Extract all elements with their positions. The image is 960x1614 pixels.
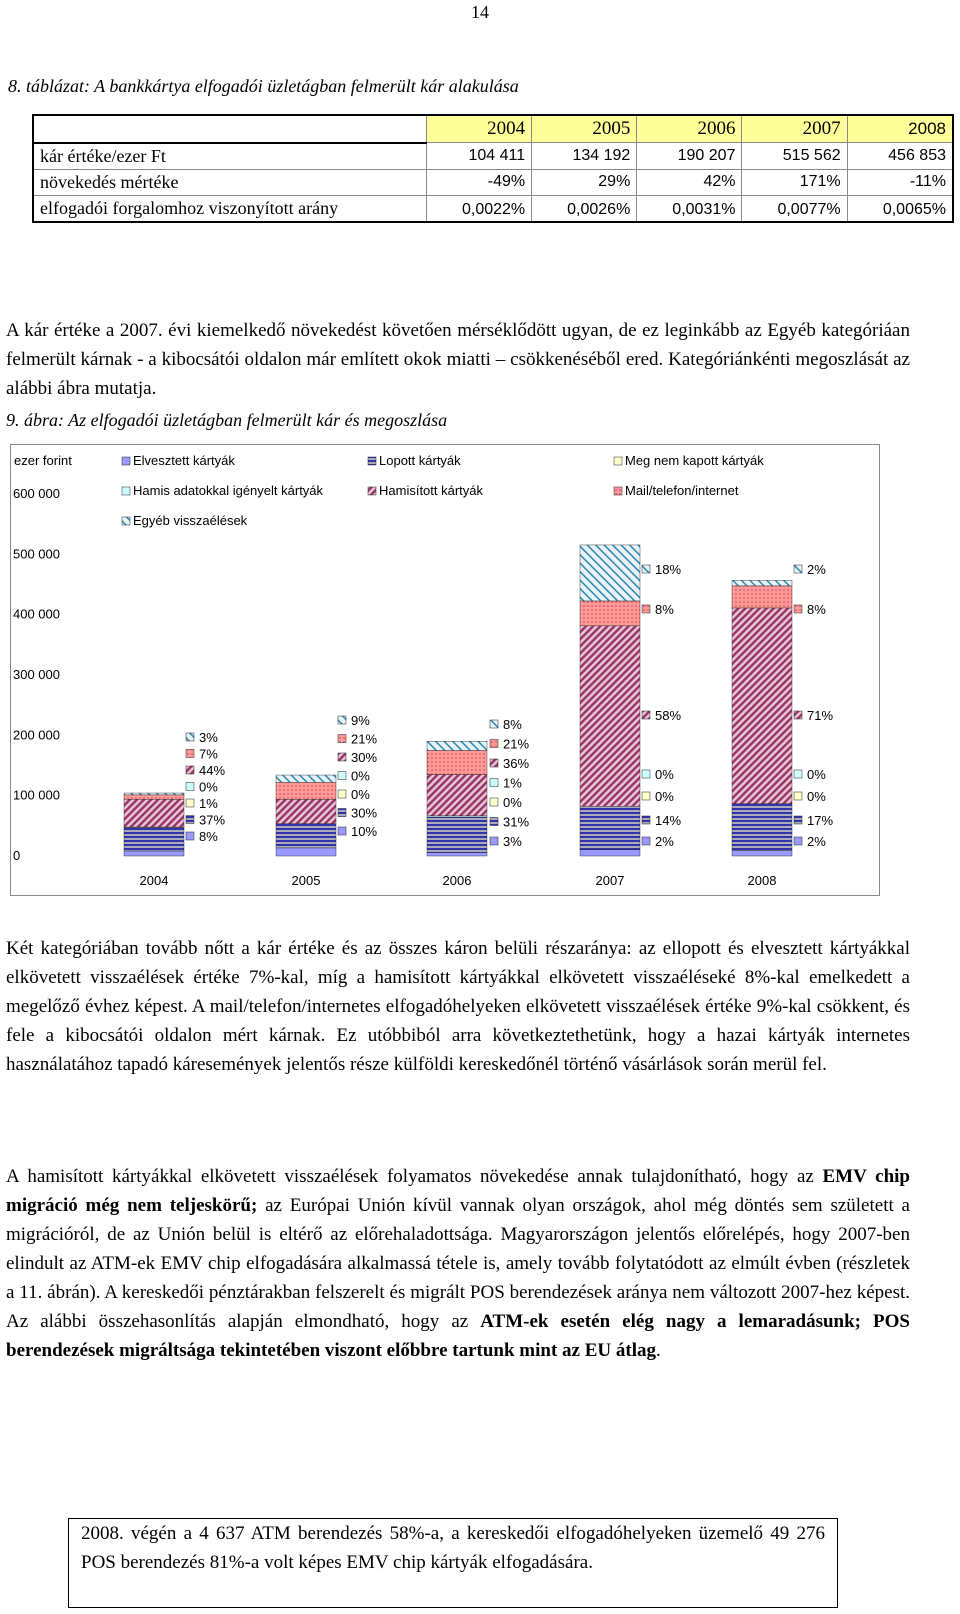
bar-segment bbox=[732, 608, 792, 804]
data-label: 3% bbox=[199, 730, 218, 745]
data-label-swatch bbox=[490, 837, 498, 845]
data-label-swatch bbox=[794, 565, 802, 573]
y-tick-label: 600 000 bbox=[13, 486, 60, 501]
value-cell: 515 562 bbox=[742, 143, 847, 170]
data-label-swatch bbox=[794, 816, 802, 824]
year-cell: 2005 bbox=[532, 115, 637, 143]
damage-table bbox=[32, 114, 954, 223]
data-label-swatch bbox=[338, 790, 346, 798]
data-label: 0% bbox=[351, 768, 370, 784]
value-cell: 134 192 bbox=[532, 143, 637, 170]
figure-caption: 9. ábra: Az elfogadói üzletágban felmerült kár és megoszlása bbox=[6, 410, 448, 430]
data-label: 58% bbox=[655, 708, 682, 723]
data-label: 0% bbox=[807, 789, 826, 804]
value-cell: 171% bbox=[742, 169, 847, 195]
y-tick-label: 400 000 bbox=[13, 606, 60, 622]
data-label-swatch bbox=[186, 799, 194, 807]
data-label: 8% bbox=[503, 717, 522, 732]
value-cell: 0,0026% bbox=[532, 195, 637, 222]
data-label-swatch bbox=[338, 735, 346, 743]
data-label: 7% bbox=[199, 746, 218, 762]
value-cell: 0,0077% bbox=[742, 195, 847, 222]
bar-segment bbox=[276, 782, 336, 799]
table-corner-cell bbox=[33, 115, 427, 143]
data-label: 3% bbox=[503, 834, 522, 849]
data-label-swatch bbox=[794, 792, 802, 800]
year-cell: 2008 bbox=[847, 115, 953, 143]
data-label: 14% bbox=[655, 813, 682, 828]
data-label-swatch bbox=[794, 711, 802, 719]
value-cell: -11% bbox=[847, 169, 953, 195]
bar-segment bbox=[580, 850, 640, 856]
data-label-swatch bbox=[186, 816, 194, 824]
row-label: kár értéke/ezer Ft bbox=[33, 143, 427, 170]
data-label: 31% bbox=[503, 814, 530, 830]
emv-text-2: az Európai Unión kívül vannak olyan országok, ahol még döntés sem született a migrációról, de az Unión belül is eltérő az előrehaladottsága. Magyarországon jelentős előrelépés, hogy 2007-ben elindult az ATM-ek EMV chip elfogadására alkalmassá tétele is, amely tovább folytatódott az elmúlt évben (részletek a 11. ábrán). A kereskedői pénztárakban felszerelt és migrált POS berendezések aránya nem változott 2007-hez képest. Az alábbi összehasonlítás alapján elmondható, hogy az bbox=[6, 1195, 910, 1332]
legend-swatch bbox=[122, 487, 130, 495]
legend-swatch bbox=[122, 457, 130, 465]
data-label-swatch bbox=[186, 750, 194, 758]
data-label: 0% bbox=[503, 795, 522, 810]
data-label: 17% bbox=[807, 813, 834, 828]
data-label-swatch bbox=[642, 565, 650, 573]
data-label: 18% bbox=[655, 562, 682, 577]
y-tick-label: 100 000 bbox=[13, 787, 60, 803]
x-tick-label: 2004 bbox=[139, 873, 169, 888]
value-cell: 0,0031% bbox=[637, 195, 742, 222]
bar-segment bbox=[124, 851, 184, 856]
paragraph-analysis: Két kategóriában tovább nőtt a kár értéke és az összes káron belüli részaránya: az ellopott és elvesztett kártyákkal elkövetett visszaélések értéke 7%-kal, míg a hamisított kártyákkal elkövetett visszaéléseké 8%-kal emelkedett a megelőző évhez képest. A mail/telefon/internetes elfogadóhelyeken elkövetett visszaélések értéke 9%-kal csökkent, és fele a kibocsátói oldalon mért kárnak. Ez utóbbiból arra következtethetünk, hogy a hazai kártyák internetes használatához tapadó káresemények jelentős része külföldi kereskedőnél történő vásárlások során merül fel. bbox=[6, 938, 910, 1075]
value-cell: 0,0065% bbox=[847, 195, 953, 222]
y-axis-title: ezer forint bbox=[14, 453, 72, 468]
value-cell: 104 411 bbox=[427, 143, 532, 170]
bar-segment bbox=[732, 580, 792, 586]
data-label-swatch bbox=[490, 759, 498, 767]
data-label: 2% bbox=[655, 834, 674, 849]
row-label: növekedés mértéke bbox=[33, 169, 427, 195]
data-label: 30% bbox=[351, 750, 378, 765]
data-label: 0% bbox=[351, 787, 370, 802]
data-label-swatch bbox=[338, 772, 346, 780]
bar-segment bbox=[124, 795, 184, 799]
table-caption: 8. táblázat: A bankkártya elfogadói üzletágban felmerült kár alakulása bbox=[8, 76, 519, 96]
legend-label: Hamisított kártyák bbox=[379, 483, 484, 498]
data-label: 2% bbox=[807, 834, 826, 849]
data-label: 8% bbox=[807, 602, 826, 617]
data-label: 0% bbox=[655, 789, 674, 804]
legend-label: Elvesztett kártyák bbox=[133, 453, 235, 468]
data-label-swatch bbox=[794, 837, 802, 845]
data-label: 1% bbox=[199, 796, 218, 811]
data-label-swatch bbox=[186, 766, 194, 774]
data-label: 1% bbox=[503, 775, 522, 791]
emv-text-3: . bbox=[656, 1340, 661, 1361]
y-tick-label: 200 000 bbox=[13, 727, 60, 743]
data-label: 10% bbox=[351, 824, 378, 839]
value-cell: 42% bbox=[637, 169, 742, 195]
data-label-swatch bbox=[186, 783, 194, 791]
data-label: 30% bbox=[351, 805, 378, 821]
data-label-swatch bbox=[490, 798, 498, 806]
bar-segment bbox=[427, 741, 487, 750]
legend-label: Mail/telefon/internet bbox=[625, 483, 739, 498]
paragraph-intro: A kár értéke a 2007. évi kiemelkedő növekedést követően mérséklődött ugyan, de ez leginkább az Egyéb kategóriáan felmerült kárnak - a kibocsátói oldalon már említett okok miatti – csökkenéséből ered. Kategóriánkénti megoszlását az alábbi ábra mutatja. bbox=[6, 320, 910, 399]
x-tick-label: 2006 bbox=[442, 873, 472, 888]
value-cell: 0,0022% bbox=[427, 195, 532, 222]
bar-segment bbox=[124, 828, 184, 851]
year-cell: 2006 bbox=[637, 115, 742, 143]
bar-segment bbox=[276, 799, 336, 823]
data-label: 21% bbox=[503, 736, 530, 752]
data-label-swatch bbox=[338, 716, 346, 724]
legend-swatch bbox=[122, 517, 130, 525]
bar-segment bbox=[427, 775, 487, 816]
y-tick-label: 0 bbox=[13, 848, 21, 863]
legend-label: Hamis adatokkal igényelt kártyák bbox=[133, 483, 324, 498]
y-tick-label: 300 000 bbox=[13, 667, 60, 682]
data-label-swatch bbox=[642, 770, 650, 778]
emv-bold-1: EMV chip migráció még nem teljeskörű; bbox=[6, 1166, 910, 1216]
data-label: 2% bbox=[807, 562, 826, 577]
bar-segment bbox=[427, 853, 487, 856]
legend-swatch bbox=[368, 487, 376, 495]
bar-segment bbox=[732, 850, 792, 856]
legend-label: Lopott kártyák bbox=[379, 453, 461, 468]
year-cell: 2007 bbox=[742, 115, 847, 143]
paragraph-emv bbox=[6, 1162, 910, 1365]
year-cell: 2004 bbox=[427, 115, 532, 143]
data-label-swatch bbox=[490, 779, 498, 787]
data-label: 71% bbox=[807, 708, 834, 723]
y-tick-label: 500 000 bbox=[13, 546, 60, 562]
bar-segment bbox=[580, 545, 640, 601]
data-label: 37% bbox=[199, 812, 226, 828]
data-label-swatch bbox=[186, 832, 194, 840]
table-row bbox=[33, 169, 953, 195]
table-header-row bbox=[33, 115, 953, 143]
bar-segment bbox=[276, 775, 336, 782]
bar-segment bbox=[427, 750, 487, 774]
data-label: 0% bbox=[655, 767, 674, 782]
x-tick-label: 2008 bbox=[747, 873, 777, 888]
table-row bbox=[33, 195, 953, 222]
value-cell: 29% bbox=[532, 169, 637, 195]
data-label-swatch bbox=[186, 733, 194, 741]
data-label-swatch bbox=[490, 740, 498, 748]
legend-swatch bbox=[368, 457, 376, 465]
data-label: 8% bbox=[199, 829, 218, 844]
bar-segment bbox=[580, 601, 640, 626]
emv-text-1: A hamisított kártyákkal elkövetett visszaélések folyamatos növekedése annak tulajdonítható, hogy az bbox=[6, 1166, 823, 1187]
data-label-swatch bbox=[642, 792, 650, 800]
data-label: 0% bbox=[199, 779, 218, 795]
x-tick-label: 2005 bbox=[291, 873, 321, 888]
bar-segment bbox=[276, 824, 336, 848]
highlight-box: 2008. végén a 4 637 ATM berendezés 58%-a, a kereskedői elfogadóhelyeken üzemelő 49 276 POS berendezés 81%-a volt képes EMV chip kártyák elfogadására. bbox=[68, 1518, 838, 1608]
bar-segment bbox=[276, 848, 336, 856]
bar-segment bbox=[580, 626, 640, 806]
value-cell: 190 207 bbox=[637, 143, 742, 170]
table-row bbox=[33, 143, 953, 170]
legend-swatch bbox=[614, 487, 622, 495]
data-label-swatch bbox=[642, 711, 650, 719]
legend-label: Egyéb visszaélések bbox=[133, 513, 248, 528]
data-label-swatch bbox=[490, 818, 498, 826]
bar-segment bbox=[732, 586, 792, 608]
data-label: 9% bbox=[351, 713, 370, 728]
data-label-swatch bbox=[490, 720, 498, 728]
legend-swatch bbox=[614, 457, 622, 465]
bar-segment bbox=[427, 817, 487, 853]
data-label-swatch bbox=[794, 605, 802, 613]
bar-segment bbox=[124, 799, 184, 827]
data-label: 44% bbox=[199, 763, 226, 778]
bar-segment bbox=[732, 804, 792, 851]
row-label: elfogadói forgalomhoz viszonyított arány bbox=[33, 195, 427, 222]
x-tick-label: 2007 bbox=[595, 873, 625, 888]
value-cell: 456 853 bbox=[847, 143, 953, 170]
data-label-swatch bbox=[338, 827, 346, 835]
legend-label: Meg nem kapott kártyák bbox=[625, 453, 764, 468]
stacked-bar-chart bbox=[10, 444, 880, 896]
bar-segment bbox=[580, 806, 640, 850]
data-label: 0% bbox=[807, 767, 826, 782]
data-label-swatch bbox=[338, 753, 346, 761]
bar-segment bbox=[124, 793, 184, 795]
value-cell: -49% bbox=[427, 169, 532, 195]
data-label-swatch bbox=[338, 809, 346, 817]
data-label: 36% bbox=[503, 756, 530, 771]
data-label: 8% bbox=[655, 602, 674, 617]
data-label-swatch bbox=[642, 816, 650, 824]
page-number: 14 bbox=[471, 2, 489, 22]
data-label: 21% bbox=[351, 731, 378, 747]
data-label-swatch bbox=[642, 837, 650, 845]
data-label-swatch bbox=[794, 770, 802, 778]
data-label-swatch bbox=[642, 605, 650, 613]
emv-bold-2: ATM-ek esetén elég nagy a lemaradásunk; POS berendezések migráltsága tekintetében viszont előbbre tartunk mint az EU átlag bbox=[6, 1311, 910, 1361]
